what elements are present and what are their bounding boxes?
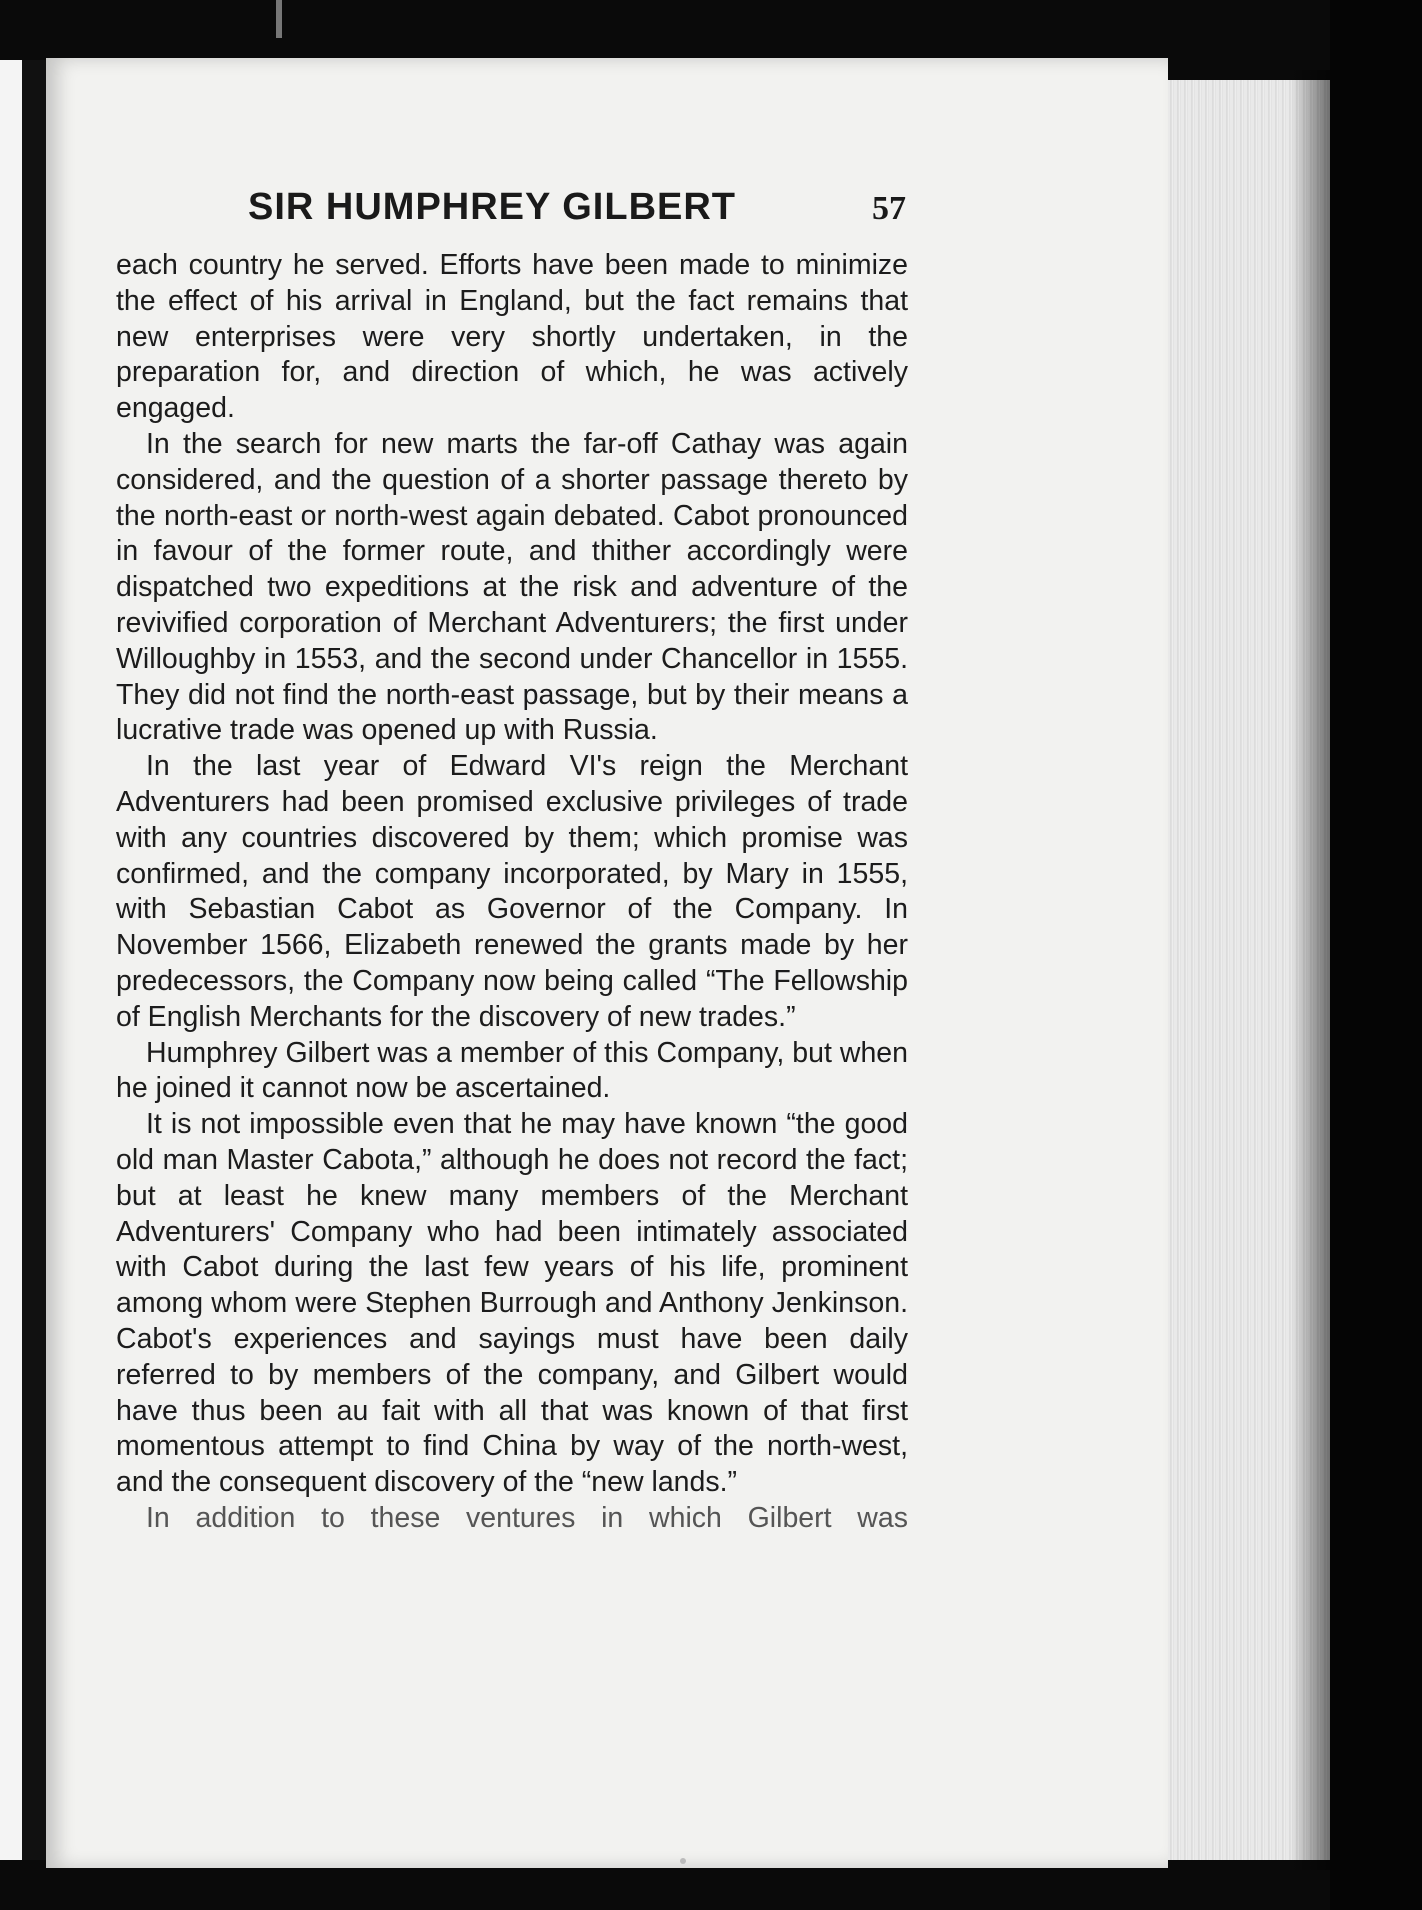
paragraph: Humphrey Gilbert was a member of this Company, but when he joined it cannot now be ascertained. [116,1036,908,1105]
facing-page-edge [0,60,22,1860]
paragraph: In the search for new marts the far-off Cathay was again considered, and the question of a shorter passage thereto by the north-east or north-west again debated. Cabot pronounced in favour of the former route, and thither accordingly were dispatched two expeditions at the risk and adventure of the revivified corporation of Merchant Adventurers; the first under Willoughby in 1553, and the second under Chancellor in 1555. They did not find the north-east passage, but by their means a lucrative trade was opened up with Russia. [116,427,908,747]
scan-background [1330,0,1422,1910]
paragraph: each country he served. Efforts have been made to minimize the effect of his arrival in England, but the fact remains that new enterprises were very shortly undertaken, in the preparation for, and direction of which, he was actively engaged. [116,249,908,425]
scan-artifact [276,0,282,38]
paragraph: It is not impossible even that he may have known “the good old man Master Cabota,” although he does not record the fact; but at least he knew many members of the Merchant Adventurers' Company who had been intimately associated with Cabot during the last few years of his life, prominent among whom were Stephen Burrough and Anthony Jenkinson. Cabot's experiences and sayings must have been daily referred to by members of the company, and Gilbert would have thus been au fait with all that was known of that first momentous attempt to find China by way of the north-west, and the consequent discovery of the “new lands.” [116,1108,908,1499]
book-spine-shadow [22,60,46,1860]
paragraph: In the last year of Edward VI's reign the Merchant Adventurers had been promised exclusive privileges of trade with any countries discovered by them; which promise was confirmed, and the company incorporated, by Mary in 1555, with Sebastian Cabot as Governor of the Company. In November 1566, Elizabeth renewed the grants made by her predecessors, the Company now being called “The Fellowship of English Merchants for the discovery of new trades.” [116,750,908,1033]
scan-speck [680,1858,686,1864]
page-stack-shadow [1290,70,1332,1870]
running-header: SIR HUMPHREY GILBERT [248,186,737,228]
body-text [116,248,908,1537]
paragraph: In addition to these ventures in which Gilbert was [146,1501,908,1534]
page-number: 57 [872,190,906,227]
